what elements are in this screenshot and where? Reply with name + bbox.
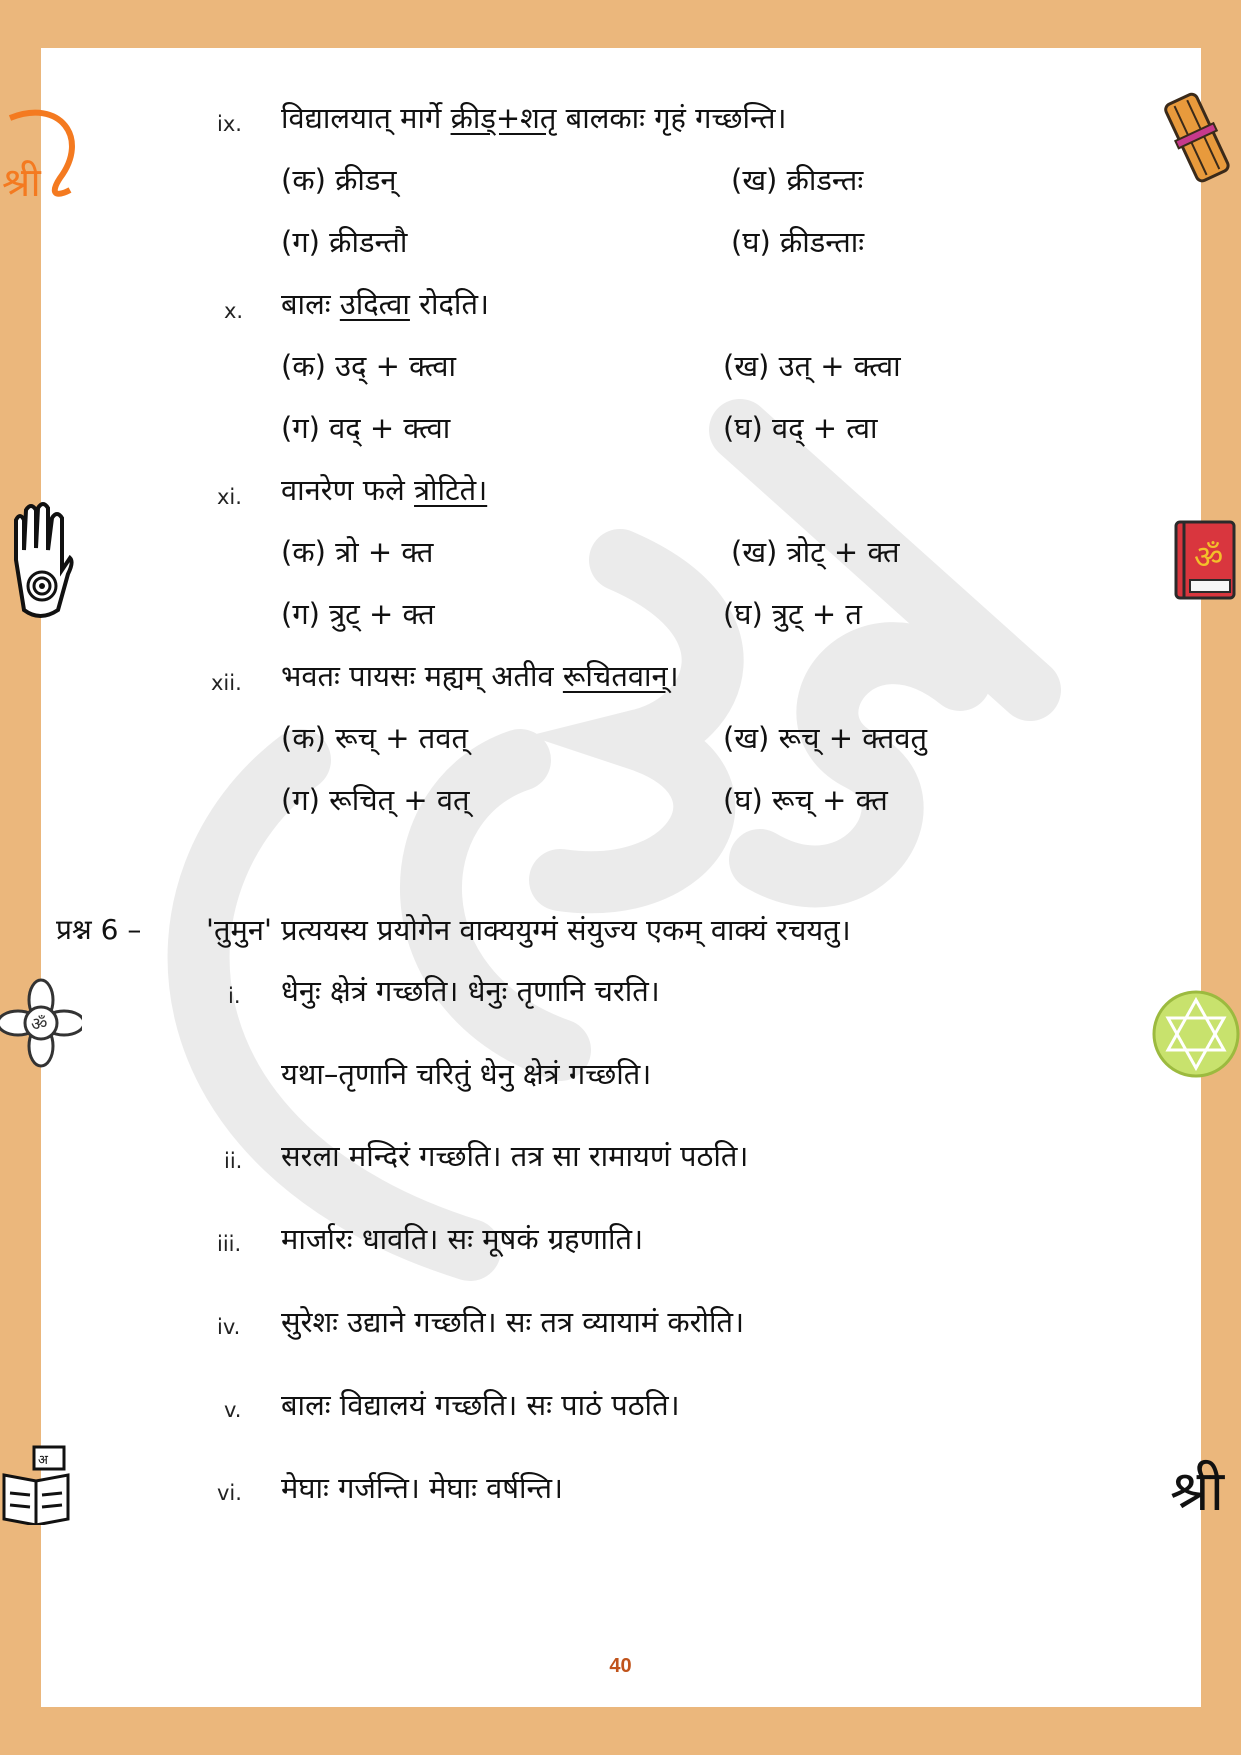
- item-sentence: बालः विद्यालयं गच्छति। सः पाठं पठति।: [281, 1388, 680, 1422]
- option-ka: (क) रूच् + तवत्: [281, 721, 468, 755]
- svg-text:अ: अ: [38, 1453, 48, 1468]
- option-ga: (ग) त्रुट् + क्त: [281, 597, 435, 631]
- book-icon: [0, 1445, 74, 1525]
- item-sentence: मेघाः गर्जन्ति। मेघाः वर्षन्ति।: [281, 1471, 564, 1505]
- page-number: 40: [609, 1655, 632, 1677]
- svg-text:ॐ: ॐ: [31, 1014, 48, 1035]
- underlined-word: क्रीड्+शतृ: [450, 101, 557, 135]
- question-6-instruction: 'तुमुन' प्रत्ययस्य प्रयोगेन वाक्ययुग्मं संयुज्य एकम् वाक्यं रचयतु।: [206, 913, 851, 947]
- scroll-icon: [1160, 90, 1232, 186]
- option-gha: (घ) रूच् + क्त: [723, 783, 888, 817]
- option-gha: (घ) वद् + त्वा: [723, 411, 878, 445]
- item-number: xii.: [211, 671, 242, 695]
- shri-orange-icon: [0, 98, 84, 208]
- item-sentence: बालः उदित्वा रोदति।: [281, 287, 489, 321]
- shri-black-icon: [1170, 1440, 1241, 1540]
- option-kha: (ख) त्रोट् + क्त: [731, 535, 900, 569]
- option-ka: (क) उद् + क्त्वा: [281, 349, 457, 383]
- item-sentence: सरला मन्दिरं गच्छति। तत्र सा रामायणं पठति।: [281, 1139, 749, 1173]
- option-kha: (ख) रूच् + क्तवतु: [723, 721, 927, 755]
- page-sheet: [41, 48, 1201, 1707]
- item-number: i.: [228, 984, 241, 1008]
- star-flower-icon: [1150, 986, 1241, 1082]
- underlined-word: उदित्वा: [339, 287, 410, 321]
- svg-text:श्री: श्री: [2, 160, 41, 206]
- item-sentence: वानरेण फले त्रोटिते।: [281, 473, 488, 507]
- item-sentence: विद्यालयात् मार्गे क्रीड्+शतृ बालकाः गृहं गच्छन्ति।: [281, 101, 787, 135]
- svg-text:श्री: श्री: [1170, 1459, 1225, 1524]
- palm-icon: [6, 500, 74, 622]
- item-number: v.: [224, 1398, 242, 1422]
- item-sentence: भवतः पायसः मह्यम् अतीव रूचितवान्।: [281, 659, 679, 693]
- lotus-om-icon: [0, 978, 82, 1068]
- item-number: ix.: [217, 112, 242, 136]
- option-gha: (घ) त्रुट् + त: [723, 597, 862, 631]
- underlined-word: त्रोटिते।: [414, 473, 488, 507]
- item-number: x.: [224, 299, 244, 323]
- item-number: ii.: [224, 1149, 243, 1173]
- option-ga: (ग) क्रीडन्तौ: [281, 225, 408, 259]
- option-ka: (क) त्रो + क्त: [281, 535, 434, 569]
- item-number: iii.: [217, 1232, 242, 1256]
- option-gha: (घ) क्रीडन्ताः: [731, 225, 865, 259]
- svg-text:ॐ: ॐ: [1194, 538, 1224, 576]
- option-kha: (ख) उत् + क्त्वा: [723, 349, 901, 383]
- item-sentence: धेनुः क्षेत्रं गच्छति। धेनुः तृणानि चरति।: [281, 974, 660, 1008]
- option-ka: (क) क्रीडन्: [281, 163, 397, 197]
- option-ga: (ग) रूचित् + वत्: [281, 783, 470, 817]
- om-book-icon: [1172, 518, 1238, 602]
- option-ga: (ग) वद् + क्त्वा: [281, 411, 451, 445]
- question-6-label: प्रश्न 6 –: [56, 913, 142, 946]
- item-number: vi.: [217, 1481, 242, 1505]
- option-kha: (ख) क्रीडन्तः: [731, 163, 864, 197]
- item-sentence: मार्जारः धावति। सः मूषकं ग्रहणाति।: [281, 1222, 644, 1256]
- item-number: iv.: [217, 1315, 241, 1339]
- item-number: xi.: [217, 485, 242, 509]
- item-sentence: सुरेशः उद्याने गच्छति। सः तत्र व्यायामं करोति।: [281, 1305, 745, 1339]
- example-answer: यथा–तृणानि चरितुं धेनु क्षेत्रं गच्छति।: [281, 1057, 652, 1091]
- underlined-word: रूचितवान्: [562, 659, 668, 693]
